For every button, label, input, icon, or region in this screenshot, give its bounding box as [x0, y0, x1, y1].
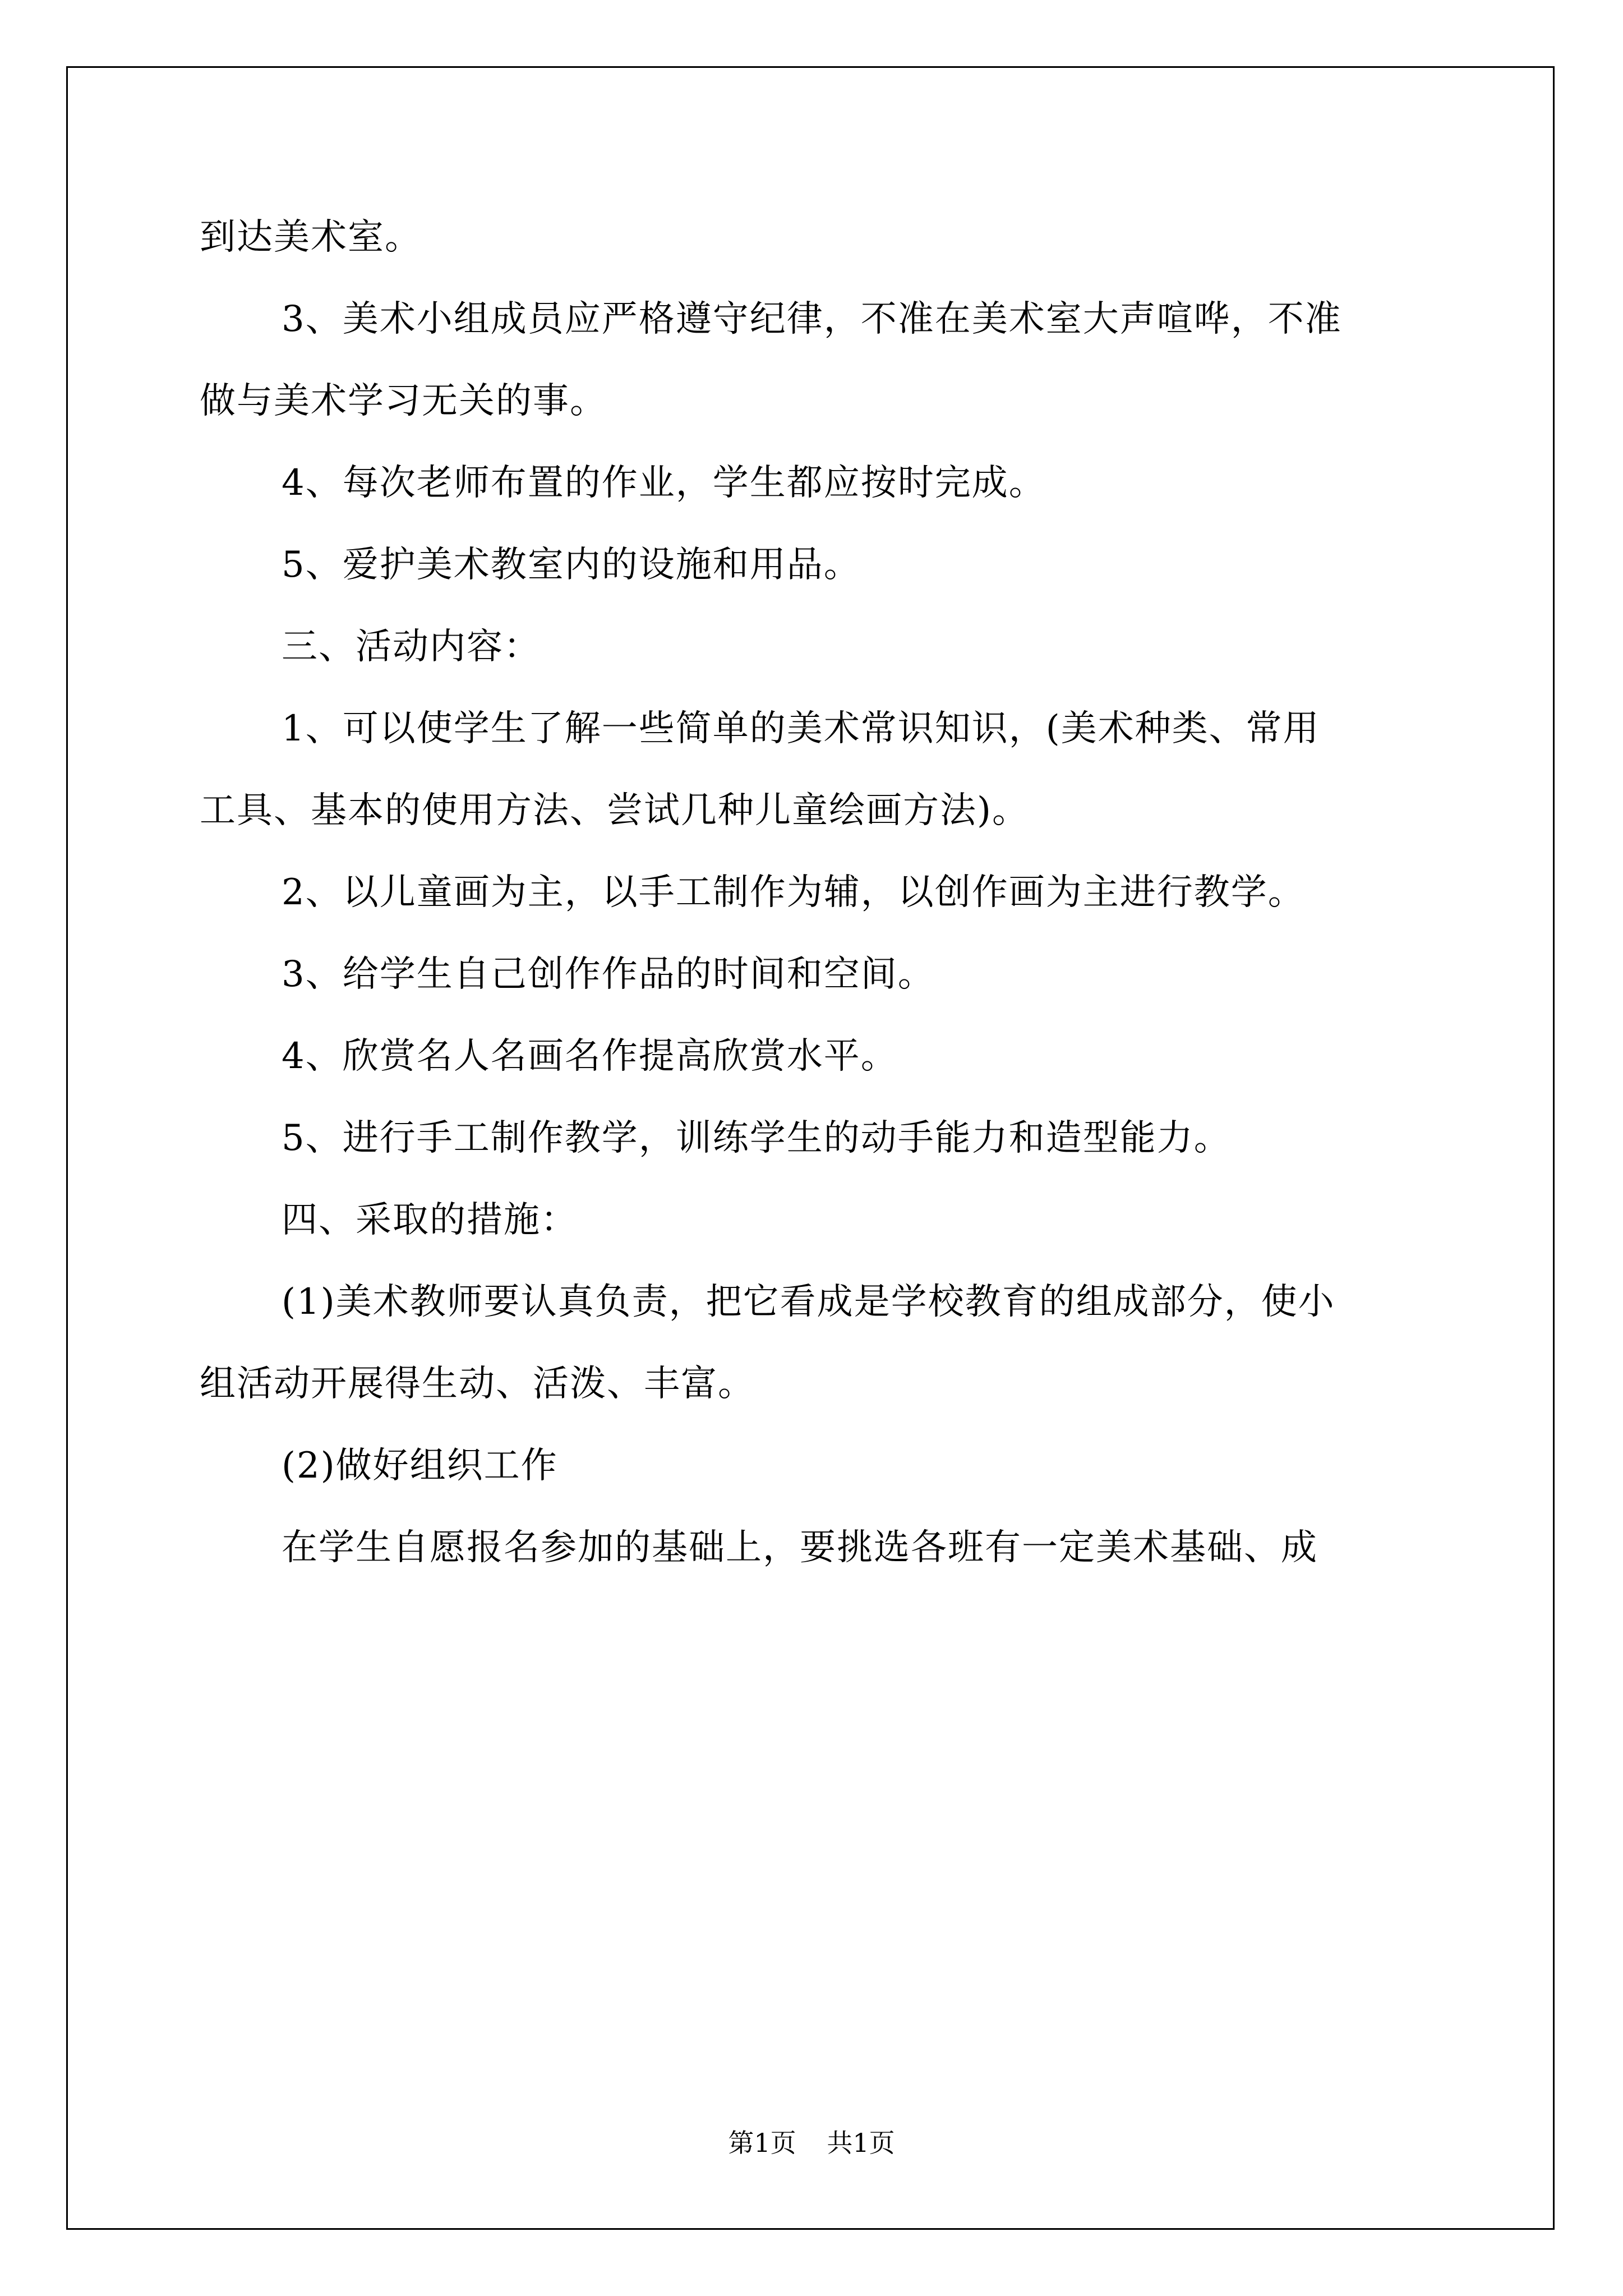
page-total: 共1页 — [827, 2128, 895, 2158]
paragraph-5: 5、爱护美术教室内的设施和用品。 — [282, 544, 861, 586]
paragraph-8: 工具、基本的使用方法、尝试几种儿童绘画方法)。 — [200, 790, 1029, 831]
paragraph-17: 在学生自愿报名参加的基础上，要挑选各班有一定美术基础、成 — [282, 1527, 1318, 1568]
section-heading-measures: 四、采取的措施： — [282, 1199, 578, 1241]
paragraph-10: 3、给学生自己创作作品的时间和空间。 — [282, 954, 935, 995]
paragraph-16: (2)做好组织工作 — [282, 1445, 558, 1487]
paragraph-11: 4、欣赏名人名画名作提高欣赏水平。 — [282, 1036, 898, 1077]
paragraph-15: 组活动开展得生动、活泼、丰富。 — [200, 1363, 755, 1405]
paragraph-12: 5、进行手工制作教学，训练学生的动手能力和造型能力。 — [282, 1117, 1231, 1159]
page-number: 第1页 — [728, 2128, 796, 2158]
section-heading-activities: 三、活动内容： — [282, 626, 541, 668]
paragraph-3: 做与美术学习无关的事。 — [200, 380, 607, 422]
paragraph-1: 到达美术室。 — [200, 217, 422, 258]
document-body — [200, 196, 1428, 1589]
paragraph-14: (1)美术教师要认真负责，把它看成是学校教育的组成部分，使小 — [282, 1281, 1335, 1323]
paragraph-7: 1、可以使学生了解一些简单的美术常识知识，(美术种类、常用 — [282, 708, 1320, 749]
paragraph-9: 2、以儿童画为主，以手工制作为辅，以创作画为主进行教学。 — [282, 872, 1305, 913]
paragraph-4: 4、每次老师布置的作业，学生都应按时完成。 — [282, 462, 1046, 504]
page-footer — [0, 2126, 1623, 2160]
paragraph-2: 3、美术小组成员应严格遵守纪律，不准在美术室大声喧哗，不准 — [282, 298, 1342, 340]
